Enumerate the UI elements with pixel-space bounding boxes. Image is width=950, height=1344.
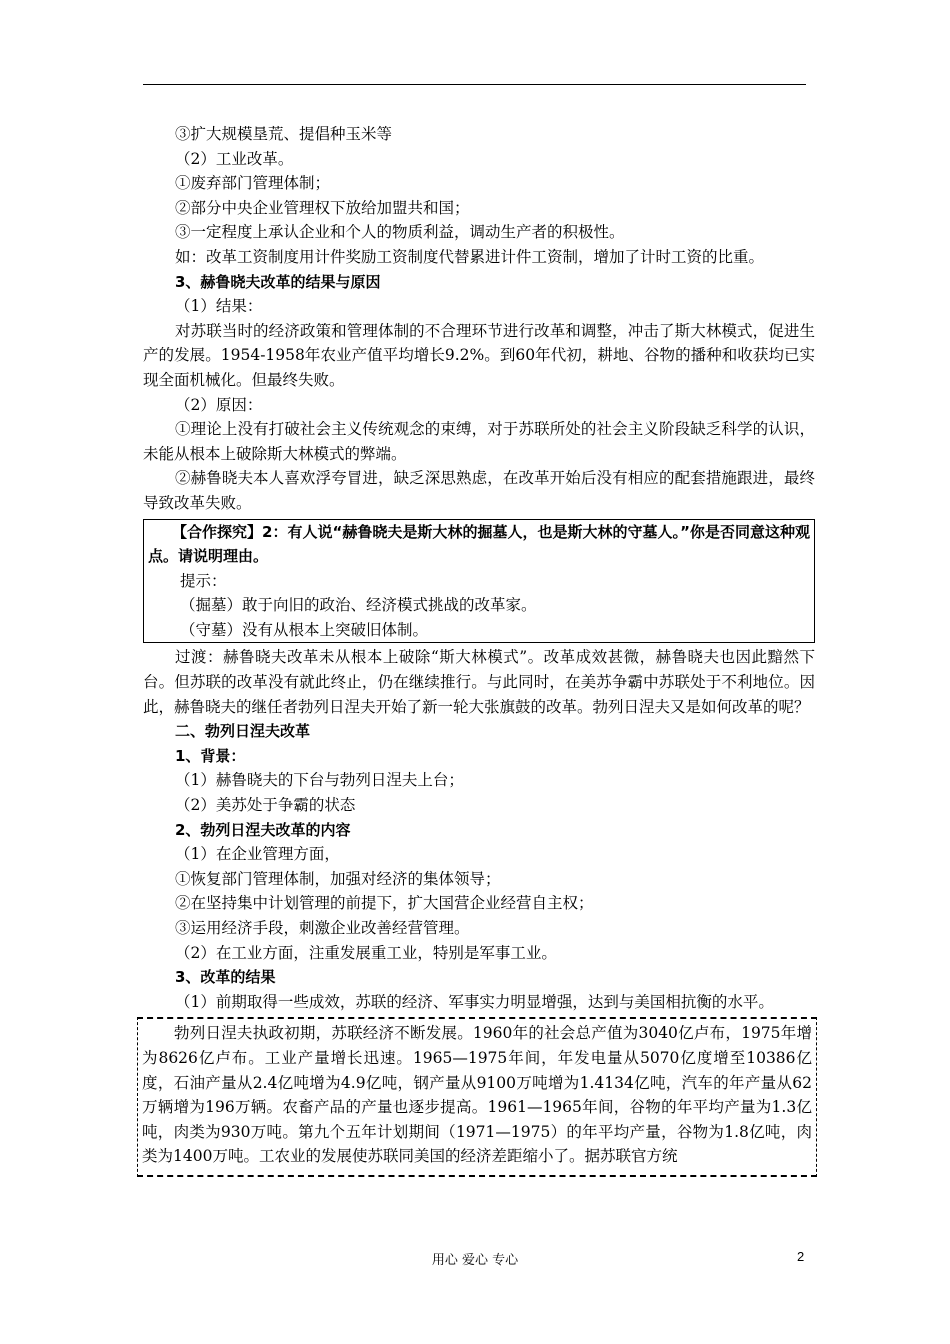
paragraph: ①理论上没有打破社会主义传统观念的束缚，对于苏联所处的社会主义阶段缺乏科学的认识，未能从根本上破除斯大林模式的弊端。 — [143, 420, 815, 463]
section-heading: 二、勃列日涅夫改革 — [175, 722, 311, 741]
page-number: 2 — [797, 1249, 805, 1264]
paragraph: 过渡：赫鲁晓夫改革未从根本上破除“斯大林模式”。改革成效甚微，赫鲁晓夫也因此黯然下台。但苏联的改革没有就此终止，仍在继续推行。与此同时，在美苏争霸中苏联处于不利地位。因此，赫鲁晓夫的继任者勃列日涅夫开始了新一轮大张旗鼓的改革。勃列日涅夫又是如何改革的呢？ — [143, 648, 815, 716]
page-body — [143, 122, 815, 1177]
header-rule — [143, 84, 806, 85]
paragraph: 对苏联当时的经济政策和管理体制的不合理环节进行改革和调整，冲击了斯大林模式，促进生产的发展。1954-1958年农业产值平均增长9.2%。到60年代初，耕地、谷物的播种和收获均已实现全面机械化。但最终失败。 — [143, 321, 815, 389]
section-heading: 2、勃列日涅夫改革的内容 — [175, 820, 351, 839]
hint-line: （掘墓）敢于向旧的政治、经济模式挑战的改革家。 — [180, 596, 537, 615]
section-heading: 1、背景： — [175, 746, 246, 765]
text-line: （2）工业改革。 — [175, 149, 294, 168]
text-line: ②在坚持集中计划管理的前提下，扩大国营企业经营自主权； — [175, 894, 594, 913]
sub-heading: （1）结果： — [175, 297, 263, 316]
text-line: ③扩大规模垦荒、提倡种玉米等 — [175, 125, 393, 143]
text-line: ①恢复部门管理体制，加强对经济的集体领导； — [175, 869, 501, 888]
explore-question: 【合作探究】2：有人说“赫鲁晓夫是斯大林的掘墓人，也是斯大林的守墓人。”你是否同意这种观点。请说明理由。 — [148, 522, 810, 566]
text-line: （2）在工业方面，注重发展重工业，特别是军事工业。 — [175, 943, 557, 962]
text-line: （1）赫鲁晓夫的下台与勃列日涅夫上台； — [175, 771, 464, 790]
page-footer: 用心 爱心 专心 — [431, 1253, 519, 1268]
text-line: ③一定程度上承认企业和个人的物质利益，调动生产者的积极性。 — [175, 223, 625, 242]
text-line: ③运用经济手段，刺激企业改善经营管理。 — [175, 919, 470, 937]
hint-label: 提示： — [180, 571, 227, 590]
hint-line: （守墓）没有从根本上突破旧体制。 — [180, 620, 429, 639]
text-line: ①废弃部门管理体制； — [175, 174, 331, 193]
section-heading: 3、改革的结果 — [175, 968, 276, 987]
sub-heading: （2）原因： — [175, 395, 263, 414]
explore-box — [143, 519, 815, 644]
material-text: 勃列日涅夫执政初期，苏联经济不断发展。1960年的社会总产值为3040亿卢布，1975年增为8626亿卢布。工业产量增长迅速。1965—1975年间，年发电量从5070亿度增至10386亿度，石油产量从2.4亿吨增为4.9亿吨，钢产量从9100万吨增为1.4134亿吨，汽车的年产量从62万辆增为196万辆。农畜产品的产量也逐步提高。1961—1965年间，谷物的年平均产量为1.3亿吨，肉类为930万吨。第九个五年计划期间（1971—1975）的年平均产量，谷物为1.8亿吨，肉类为1400万吨。工农业的发展使苏联同美国的经济差距缩小了。据苏联官方统 — [142, 1024, 812, 1166]
text-line: 如：改革工资制度用计件奖励工资制度代替累进计件工资制，增加了计时工资的比重。 — [175, 247, 765, 266]
section-heading: 3、赫鲁晓夫改革的结果与原因 — [175, 272, 381, 291]
material-box — [137, 1017, 817, 1177]
text-line: （1）前期取得一些成效，苏联的经济、军事实力明显增强，达到与美国相抗衡的水平。 — [175, 992, 774, 1011]
text-line: ②部分中央企业管理权下放给加盟共和国； — [175, 198, 470, 217]
text-line: （2）美苏处于争霸的状态 — [175, 796, 356, 815]
text-line: （1）在企业管理方面， — [175, 845, 340, 864]
paragraph: ②赫鲁晓夫本人喜欢浮夸冒进，缺乏深思熟虑，在改革开始后没有相应的配套措施跟进，最终导致改革失败。 — [143, 469, 815, 512]
